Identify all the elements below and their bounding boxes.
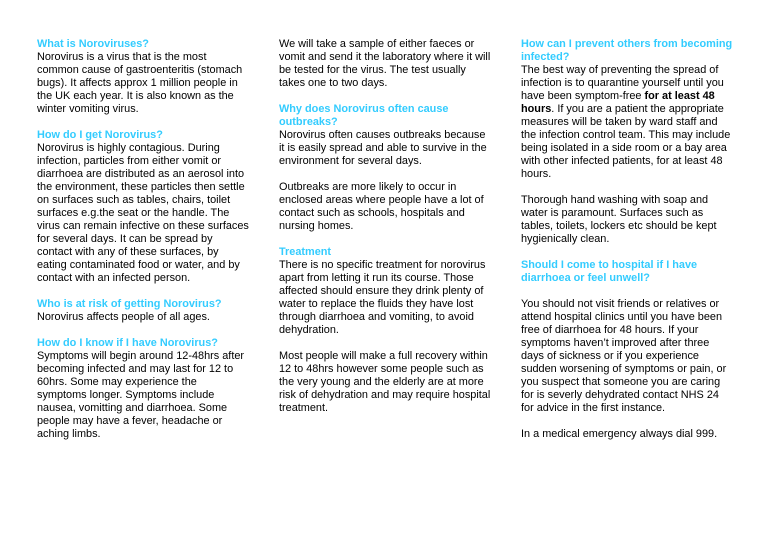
paragraph-recovery: Most people will make a full recovery within 12 to 48hrs however some people such as the very young and the elderly are at more risk of dehydration and may require hospital treatment.	[279, 350, 491, 414]
prevent-text-emphasis: for at least 48 hours	[521, 90, 715, 115]
heading-what-is-norovirus: What is Noroviruses?	[37, 38, 149, 50]
heading-how-do-i-get: How do I get Norovirus?	[37, 129, 163, 141]
paragraph-hand-washing: Thorough hand washing with soap and water is paramount. Surfaces such as tables, toilets, lockers etc should be kept hygienically clean.	[521, 194, 717, 245]
heading-who-is-at-risk: Who is at risk of getting Norovirus?	[37, 298, 222, 310]
heading-treatment: Treatment	[279, 246, 332, 258]
prevent-text-start: The best way of preventing the spread of infection is to quarantine yourself until you have been symptom-free	[521, 64, 724, 102]
paragraph-how-do-i-know: Symptoms will begin around 12-48hrs after becoming infected and may last for 12 to 60hrs. Some may experience the symptoms longer. Symptoms include nausea, vomitting and diarrhoea. Some people may have a fever, headache or aching limbs.	[37, 350, 245, 440]
paragraph-why-outbreaks: Norovirus often causes outbreaks because it is easily spread and able to survive in the environment for several days.	[279, 129, 487, 167]
paragraph-outbreak-locations: Outbreaks are more likely to occur in enclosed areas where people have a lot of contact such as schools, hospitals and nursing homes.	[279, 181, 484, 232]
paragraph-what-is-norovirus: Norovirus is a virus that is the most common cause of gastroenteritis (stomach bugs). It affects approx 1 million people in the UK each year. It is also known as the winter vomiting virus.	[37, 51, 243, 115]
paragraph-prevent-infection	[521, 64, 733, 181]
paragraph-hospital-advice: You should not visit friends or relatives or attend hospital clinics until you have been free of diarrhoea for 48 hours. If your symptoms haven’t improved after three days of sickness or if you experience sudden worsening of symptoms or pain, or you suspect that someone you are caring for is severly dehydrated contact NHS 24 for advice in the first instance.	[521, 298, 727, 414]
paragraph-treatment: There is no specific treatment for norovirus apart from letting it run its course. Those affected should ensure they drink plenty of water to replace the fluids they have lost through diarrhoea and vomiting, to avoid dehydration.	[279, 259, 486, 336]
heading-how-do-i-know: How do I know if I have Norovirus?	[37, 337, 218, 349]
paragraph-how-do-i-get: Norovirus is highly contagious. During infection, particles from either vomit or diarrhoea are distributed as an aerosol into the environment, these particles then settle on surfaces such as tables, chairs, toilet surfaces e.g.the seat or the handle. The virus can remain infective on these surfaces for several days. It can be spread by contact with any of these surfaces, by eating contaminated food or water, and by contact with an infected person.	[37, 142, 249, 284]
column-1	[37, 38, 249, 441]
heading-prevent-infection: How can I prevent others from becoming infected?	[521, 38, 733, 63]
paragraph-sample-testing: We will take a sample of either faeces or vomit and send it the laboratory where it will be tested for the virus. The test usually takes one to two days.	[279, 38, 491, 89]
column-2	[279, 38, 491, 415]
column-3	[521, 38, 733, 441]
heading-why-outbreaks: Why does Norovirus often cause outbreaks?	[279, 103, 449, 128]
paragraph-who-is-at-risk: Norovirus affects people of all ages.	[37, 311, 210, 323]
heading-come-to-hospital: Should I come to hospital if I have diarrhoea or feel unwell?	[521, 259, 698, 284]
paragraph-emergency: In a medical emergency always dial 999.	[521, 428, 718, 440]
prevent-text-end: . If you are a patient the appropriate measures will be taken by ward staff and the infection control team. This may include being isolated in a side room or a bay area with other infected patients, for at least 48 hours.	[521, 103, 731, 180]
spacer	[521, 285, 733, 298]
